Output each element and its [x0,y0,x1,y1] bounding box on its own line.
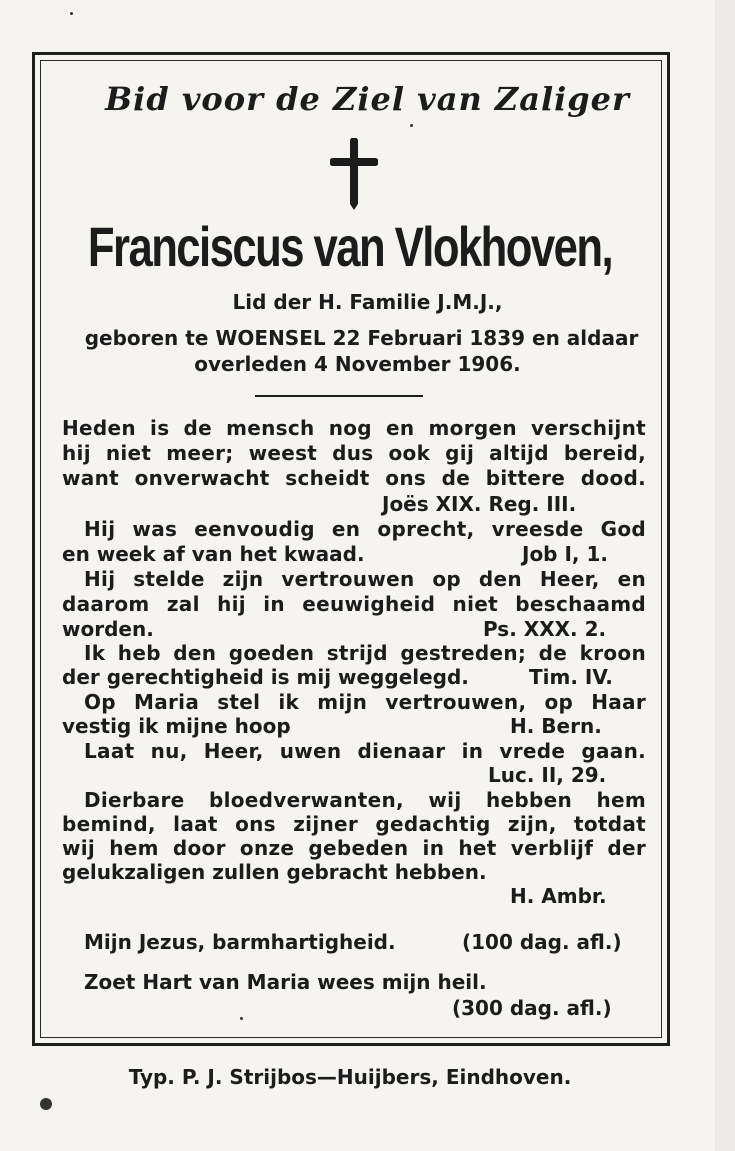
quote-line: bemind, laat ons zijner gedachtig zijn, totdat [62,812,646,836]
cross-icon [330,138,378,210]
quote-line: Hij stelde zijn vertrouwen op den Heer, en [84,567,646,591]
quote-line: Heden is de mensch nog en morgen verschijnt [62,416,646,440]
prayer-text: Zoet Hart van Maria wees mijn heil. [84,970,487,994]
quote-source: Luc. II, 29. [488,763,607,787]
prayer-text: Mijn Jezus, barmhartigheid. [84,930,396,954]
quote-line: Dierbare bloedverwanten, wij hebben hem [84,788,646,812]
quote-source: Joës XIX. Reg. III. [382,492,577,516]
quote-source: H. Ambr. [510,884,607,908]
card-header: Bid voor de Ziel van Zaliger [105,80,630,118]
ink-speck [70,12,73,15]
printer-line: Typ. P. J. Strijbos—Huijbers, Eindhoven. [128,1065,572,1089]
quote-line: want onverwacht scheidt ons de bittere dood. [62,466,646,490]
ink-speck [410,124,413,127]
birth-line: geboren te WOENSEL 22 Februari 1839 en aldaar [84,326,639,350]
quote-line: Op Maria stel ik mijn vertrouwen, op Haar [84,690,646,714]
quote-line: wij hem door onze gebeden in het verblijf der [62,836,646,860]
membership-line: Lid der H. Familie J.M.J., [232,290,503,314]
quote-source: Ps. XXX. 2. [483,617,607,641]
ink-speck [240,1017,243,1020]
quote-line: Hij was eenvoudig en oprecht, vreesde God [84,517,646,541]
separator-line [255,395,423,397]
quote-line: vestig ik mijne hoop [62,714,291,738]
quote-source: H. Bern. [510,714,602,738]
quote-line: en week af van het kwaad. [62,542,365,566]
quote-line: hij niet meer; weest dus ook gij altijd bereid, [62,441,646,465]
quote-line: daarom zal hij in eeuwigheid niet beschaamd [62,592,646,616]
prayer-indulgence: (300 dag. afl.) [452,996,612,1020]
quote-source: Job I, 1. [522,542,608,566]
deceased-name: Franciscus van Vlokhoven, [87,215,613,278]
ink-speck [40,1098,52,1110]
quote-line: worden. [62,617,154,641]
quote-line: gelukzaligen zullen gebracht hebben. [62,860,487,884]
quote-source: Tim. IV. [529,665,613,689]
quote-line: Ik heb den goeden strijd gestreden; de kroon [84,641,646,665]
prayer-indulgence: (100 dag. afl.) [462,930,622,954]
quote-line: der gerechtigheid is mij weggelegd. [62,665,469,689]
death-line: overleden 4 November 1906. [194,352,521,376]
quote-line: Laat nu, Heer, uwen dienaar in vrede gaan. [84,739,646,763]
